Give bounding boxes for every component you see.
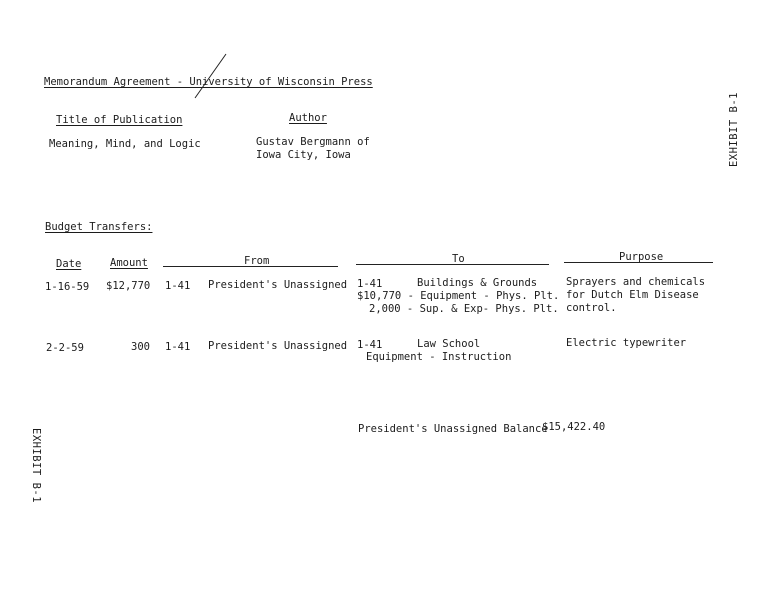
- row-amount: $12,770: [106, 280, 151, 292]
- column-header-to: To: [452, 253, 465, 265]
- balance-label: President's Unassigned Balance: [358, 423, 548, 435]
- row-amount: 300: [131, 341, 150, 353]
- column-header-purpose: Purpose: [619, 251, 664, 263]
- memo-heading: Memorandum Agreement - University of Wisconsin Press: [44, 76, 373, 88]
- exhibit-label-top-right: EXHIBIT B-1: [728, 92, 740, 168]
- exhibit-label-bottom-left: EXHIBIT B-1: [30, 428, 42, 504]
- row-purpose-1: Sprayers and chemicals: [566, 276, 706, 288]
- row-to-detail-1: $10,770 - Equipment - Phys. Plt.: [357, 290, 560, 302]
- column-header-date: Date: [56, 258, 82, 270]
- publication-title: Meaning, Mind, and Logic: [49, 138, 201, 150]
- row-to-code: 1-41: [357, 278, 383, 290]
- row-to-detail-1: Equipment - Instruction: [366, 351, 512, 363]
- row-purpose-1: Electric typewriter: [566, 337, 687, 349]
- row-purpose-2: for Dutch Elm Disease: [566, 289, 699, 301]
- balance-value: $15,422.40: [542, 421, 606, 433]
- row-to-name: Law School: [417, 338, 481, 350]
- row-from-name: President's Unassigned: [208, 340, 348, 352]
- row-to-detail-2: 2,000 - Sup. & Exp- Phys. Plt.: [369, 303, 559, 315]
- author-name-line: Gustav Bergmann of: [256, 136, 370, 148]
- row-date: 1-16-59: [45, 281, 90, 293]
- author-header: Author: [289, 112, 327, 124]
- pen-stroke-mark: [190, 50, 230, 100]
- row-date: 2-2-59: [46, 342, 84, 354]
- budget-transfers-heading: Budget Transfers:: [45, 221, 153, 233]
- column-header-from: From: [244, 255, 270, 267]
- row-from-code: 1-41: [165, 341, 191, 353]
- row-to-name: Buildings & Grounds: [417, 277, 538, 289]
- row-from-name: President's Unassigned: [208, 279, 348, 291]
- row-to-code: 1-41: [357, 339, 383, 351]
- row-from-code: 1-41: [165, 280, 191, 292]
- title-of-publication-header: Title of Publication: [56, 114, 183, 126]
- column-header-amount: Amount: [110, 257, 148, 269]
- row-purpose-3: control.: [566, 302, 617, 314]
- author-location-line: Iowa City, Iowa: [256, 149, 351, 161]
